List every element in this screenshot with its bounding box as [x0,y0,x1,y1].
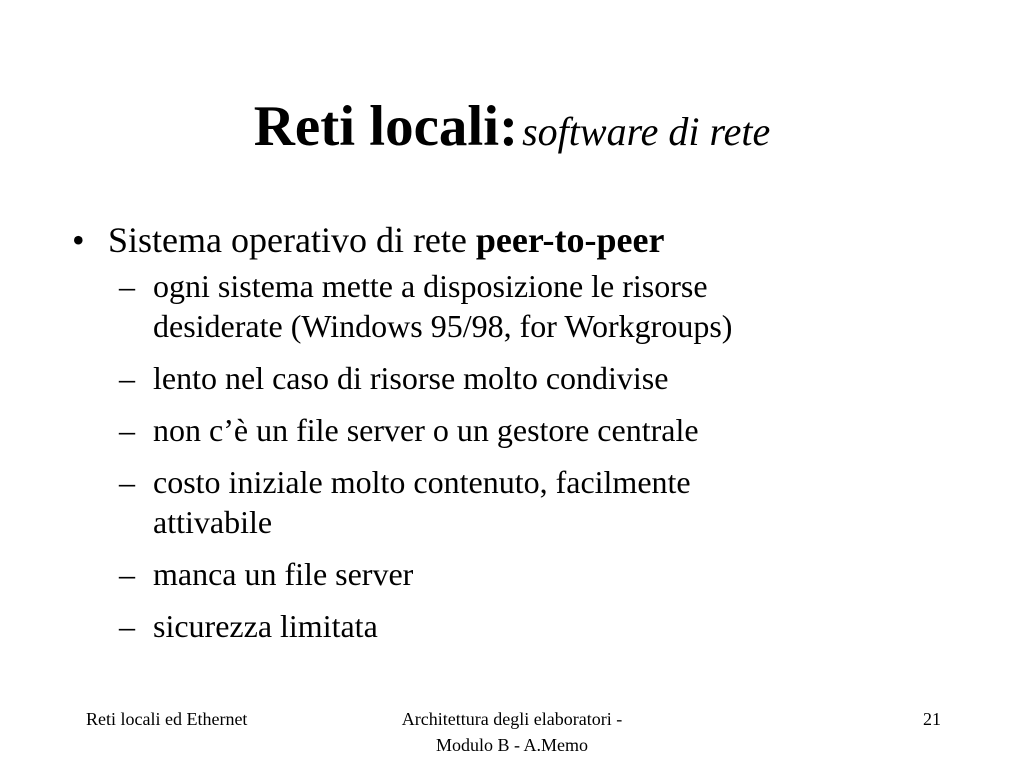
title-subtitle: software di rete [522,109,771,154]
dash-icon: – [119,608,135,644]
main-bullet-text [108,214,664,266]
page-number: 21 [923,709,941,729]
slide-title [0,92,1024,176]
sub-bullet-manca-file-server [72,554,972,594]
sub-bullet-line: costo iniziale molto contenuto, facilmente [153,464,691,500]
sub-bullet-line: ogni sistema mette a disposizione le risorse [153,268,708,304]
sub-bullet-lento [72,358,972,398]
main-bullet-label: Sistema operativo di rete [108,220,476,260]
sub-bullet-line: sicurezza limitata [153,608,378,644]
dash-icon: – [119,464,135,500]
dash-icon: – [119,412,135,448]
sub-bullet-list [72,266,972,646]
slide-content [72,214,972,658]
sub-bullet-sicurezza [72,606,972,646]
main-bullet-emphasis: peer-to-peer [475,220,665,260]
bullet-icon: • [72,220,85,260]
dash-icon: – [119,360,135,396]
footer-left-text: Reti locali ed Ethernet [86,709,248,729]
sub-bullet-file-server-centrale [72,410,972,450]
sub-bullet-line: attivabile [153,504,273,540]
sub-bullet-line: manca un file server [153,556,414,592]
sub-bullet-costo [72,462,972,542]
sub-bullet-line: lento nel caso di risorse molto condivise [153,360,669,396]
sub-bullet-line: desiderate (Windows 95/98, for Workgroups) [153,308,733,344]
footer-center-text [352,706,672,758]
sub-bullet-line: non c’è un file server o un gestore centrale [153,412,699,448]
title-main: Reti locali: [253,95,519,158]
footer-center-line: Modulo B - A.Memo [435,735,588,755]
sub-bullet-disposizione [72,266,972,346]
dash-icon: – [119,268,135,304]
dash-icon: – [119,556,135,592]
footer-center-line: Architettura degli elaboratori - [401,709,623,729]
